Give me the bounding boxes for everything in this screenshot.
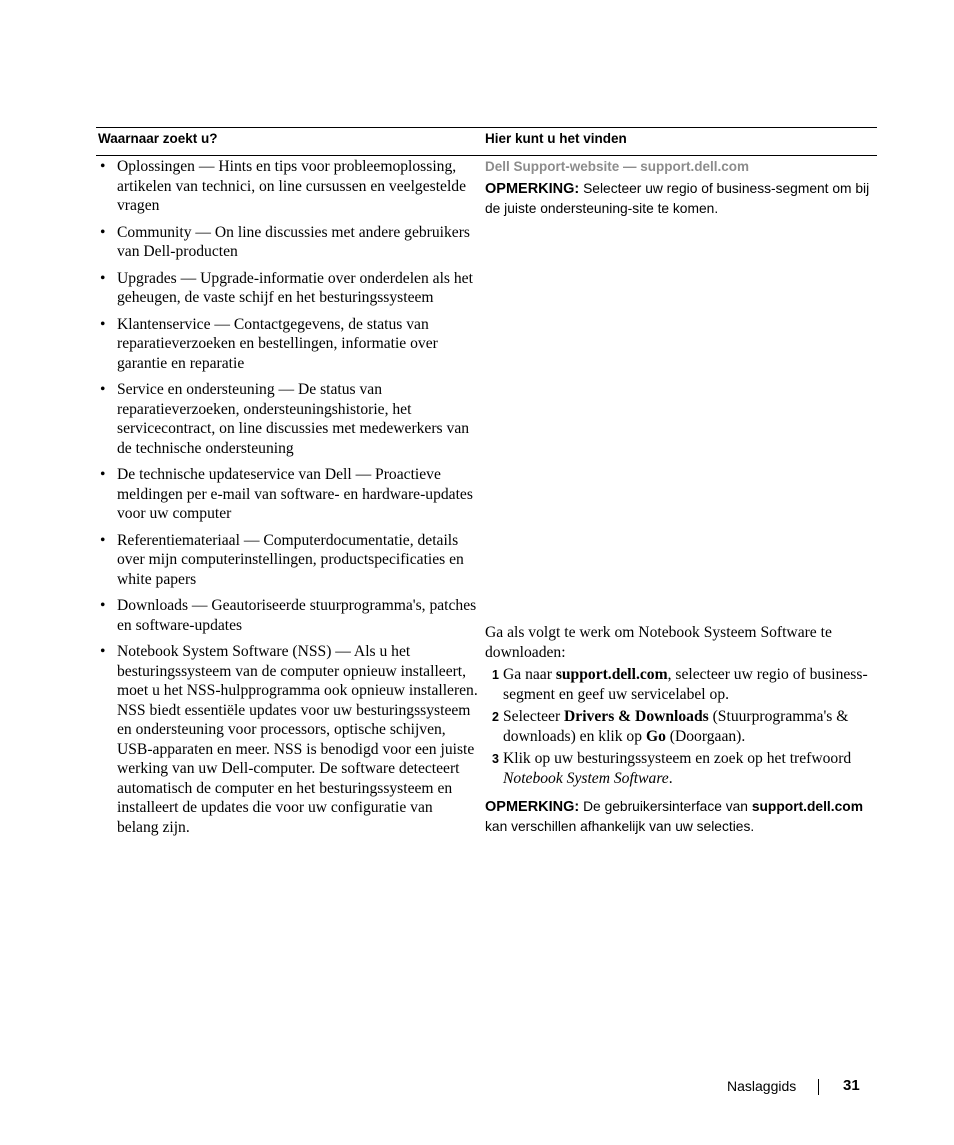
- step-text: (Doorgaan).: [665, 727, 746, 745]
- note-region: [485, 797, 877, 837]
- support-website-link[interactable]: Dell Support-website — support.dell.com: [485, 159, 750, 174]
- note-text: kan verschillen afhankelijk van uw selecties.: [485, 819, 755, 834]
- bullet-icon: •: [100, 158, 106, 175]
- list-item: [100, 596, 478, 635]
- step-text: (Stuurprogramma's & downloads) en klik op: [503, 708, 849, 745]
- list-item: [100, 157, 478, 216]
- step-number: 2: [492, 710, 499, 724]
- list-item: [100, 642, 478, 837]
- page-number: 31: [843, 1077, 860, 1094]
- list-item-text: De technische updateservice van Dell — Proactieve meldingen per e-mail van software- en hardware-updates voor uw computer: [117, 466, 473, 522]
- note-label: OPMERKING:: [485, 799, 580, 815]
- list-item: [100, 269, 478, 308]
- table-top-rule: [96, 127, 877, 128]
- bullet-icon: •: [100, 597, 106, 614]
- bullet-icon: •: [100, 269, 106, 287]
- download-steps: [485, 665, 877, 791]
- step-text: .: [668, 769, 673, 787]
- note-text: Selecteer uw regio of business-segment om bij de juiste ondersteuning-site te komen.: [485, 181, 870, 216]
- step-text: Selecteer: [503, 708, 565, 725]
- list-item: [100, 315, 478, 374]
- bullet-icon: •: [100, 531, 106, 549]
- step-item: [485, 707, 877, 746]
- step-keyword: Notebook System Software: [503, 769, 669, 787]
- step-keyword: support.dell.com: [555, 666, 668, 683]
- step-keyword: Drivers & Downloads: [564, 708, 709, 725]
- left-column: [100, 157, 478, 844]
- step-item: [485, 749, 877, 788]
- list-item-text: Klantenservice — Contactgegevens, de status van reparatieverzoeken en bestellingen, informatie over garantie en reparatie: [117, 315, 438, 372]
- bullet-icon: •: [100, 466, 106, 483]
- topic-list: [100, 157, 478, 837]
- list-item-text: Service en ondersteuning — De status van reparatieverzoeken, ondersteuningshistorie, het servicecontract, on line discussies met medewerkers van de technische ondersteuning: [117, 381, 470, 457]
- list-item: [100, 380, 478, 458]
- list-item-text: Notebook System Software (NSS) — Als u het besturingssysteem van de computer opnieuw installeert, moet u het NSS-hulpprogramma ook opnieuw installeren. NSS biedt essentiële updates voor uw besturingssysteem en ondersteuning voor processors, optische schijven, USB-apparaten en meer. NSS is benodigd voor een juiste werking van uw Dell-computer. De software detecteert automatisch de computer en het besturingssysteem en installeert de updates die voor uw configuratie van belang zijn.: [117, 643, 478, 836]
- note-text: De gebruikersinterface van: [583, 799, 752, 814]
- note-link: support.dell.com: [751, 799, 863, 814]
- bullet-icon: •: [100, 643, 106, 660]
- list-item-text: Downloads — Geautoriseerde stuurprogramma's, patches en software-updates: [117, 597, 477, 634]
- right-column: [485, 157, 877, 219]
- list-item-text: Community — On line discussies met andere gebruikers van Dell-producten: [117, 223, 470, 260]
- list-item: [100, 531, 478, 590]
- step-number: 1: [492, 668, 499, 682]
- bullet-icon: •: [100, 315, 106, 333]
- download-intro: Ga als volgt te werk om Notebook Systeem Software te downloaden:: [485, 624, 832, 661]
- step-number: 3: [492, 752, 499, 766]
- bullet-icon: •: [100, 381, 106, 398]
- footer-title: Naslaggids: [727, 1078, 797, 1094]
- list-item-text: Oplossingen — Hints en tips voor probleemoplossing, artikelen van technici, on line cursussen en veelgestelde vragen: [117, 158, 466, 214]
- note-region: [485, 179, 877, 219]
- step-text: Klik op uw besturingssysteem en zoek op het trefwoord: [503, 750, 852, 767]
- step-item: [485, 665, 877, 704]
- footer-divider: [818, 1079, 819, 1095]
- list-item: [100, 223, 478, 262]
- list-item-text: Referentiemateriaal — Computerdocumentatie, details over mijn computerinstellingen, productspecificaties en white papers: [117, 531, 464, 588]
- table-header-rule: [96, 155, 877, 156]
- step-keyword: Go: [645, 727, 666, 745]
- note-label: OPMERKING:: [485, 181, 580, 197]
- step-text: Ga naar: [503, 666, 556, 683]
- list-item: [100, 465, 478, 524]
- step-text: , selecteer uw regio of business-segment en geef uw servicelabel op.: [503, 666, 868, 703]
- column-header-right: Hier kunt u het vinden: [485, 131, 627, 146]
- list-item-text: Upgrades — Upgrade-informatie over onderdelen als het geheugen, de vaste schijf en het besturingssysteem: [117, 269, 473, 306]
- bullet-icon: •: [100, 223, 106, 241]
- column-header-left: Waarnaar zoekt u?: [98, 131, 218, 146]
